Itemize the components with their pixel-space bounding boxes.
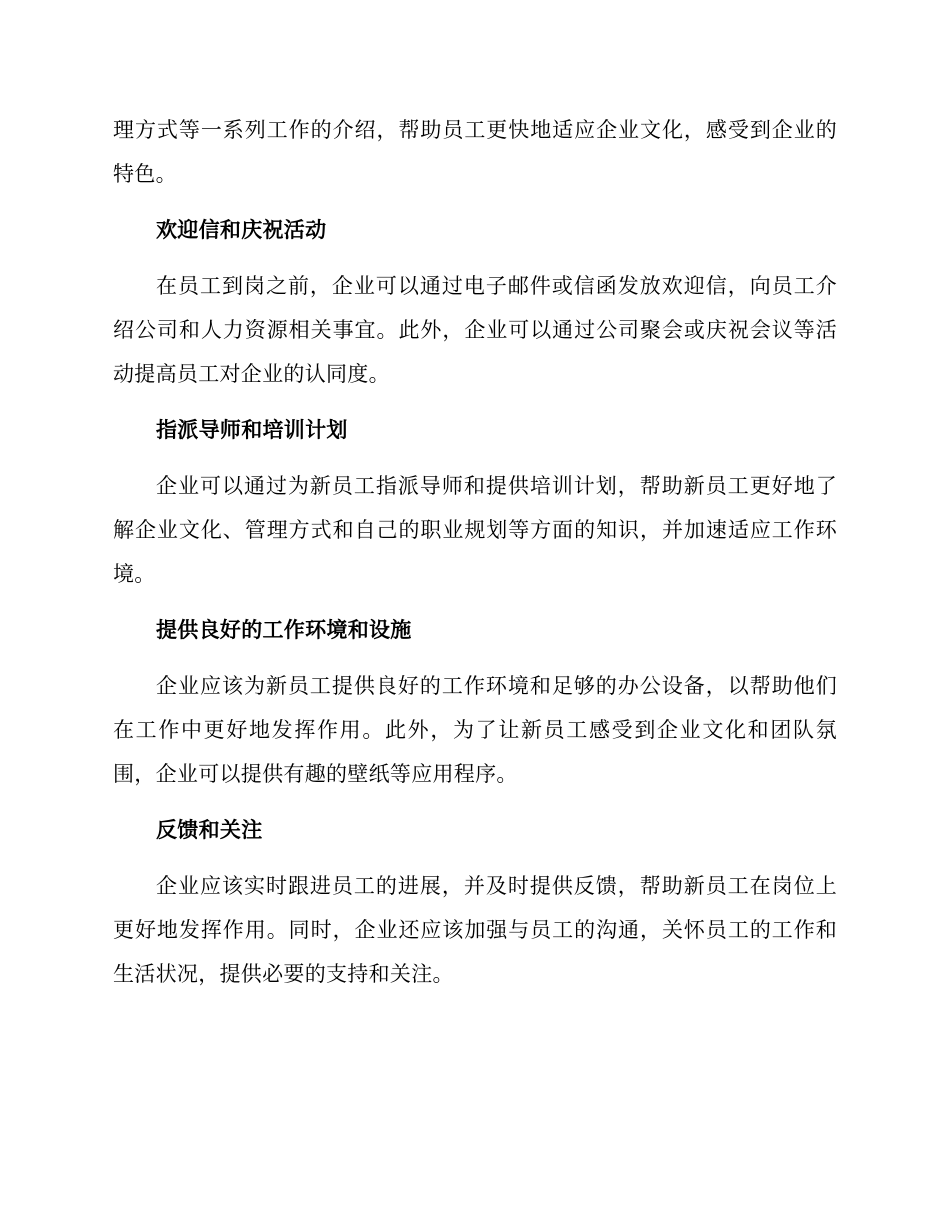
intro-paragraph: 理方式等一系列工作的介绍，帮助员工更快地适应企业文化，感受到企业的特色。 xyxy=(113,118,837,186)
document-content xyxy=(113,108,837,1008)
section-heading-environment: 提供良好的工作环境和设施 xyxy=(156,618,412,642)
section-body-feedback: 企业应该实时跟进员工的进展，并及时提供反馈，帮助新员工在岗位上更好地发挥作用。同时，企业还应该加强与员工的沟通，关怀员工的工作和生活状况，提供必要的支持和关注。 xyxy=(113,874,837,986)
section-body-environment: 企业应该为新员工提供良好的工作环境和足够的办公设备，以帮助他们在工作中更好地发挥作用。此外，为了让新员工感受到企业文化和团队氛围，企业可以提供有趣的壁纸等应用程序。 xyxy=(113,674,837,786)
section-heading-feedback: 反馈和关注 xyxy=(156,818,263,842)
section-body-mentor: 企业可以通过为新员工指派导师和提供培训计划，帮助新员工更好地了解企业文化、管理方式和自己的职业规划等方面的知识，并加速适应工作环境。 xyxy=(113,474,837,586)
section-heading-welcome: 欢迎信和庆祝活动 xyxy=(156,218,327,242)
section-body-welcome: 在员工到岗之前，企业可以通过电子邮件或信函发放欢迎信，向员工介绍公司和人力资源相关事宜。此外，企业可以通过公司聚会或庆祝会议等活动提高员工对企业的认同度。 xyxy=(113,274,837,386)
section-heading-mentor: 指派导师和培训计划 xyxy=(156,418,348,442)
